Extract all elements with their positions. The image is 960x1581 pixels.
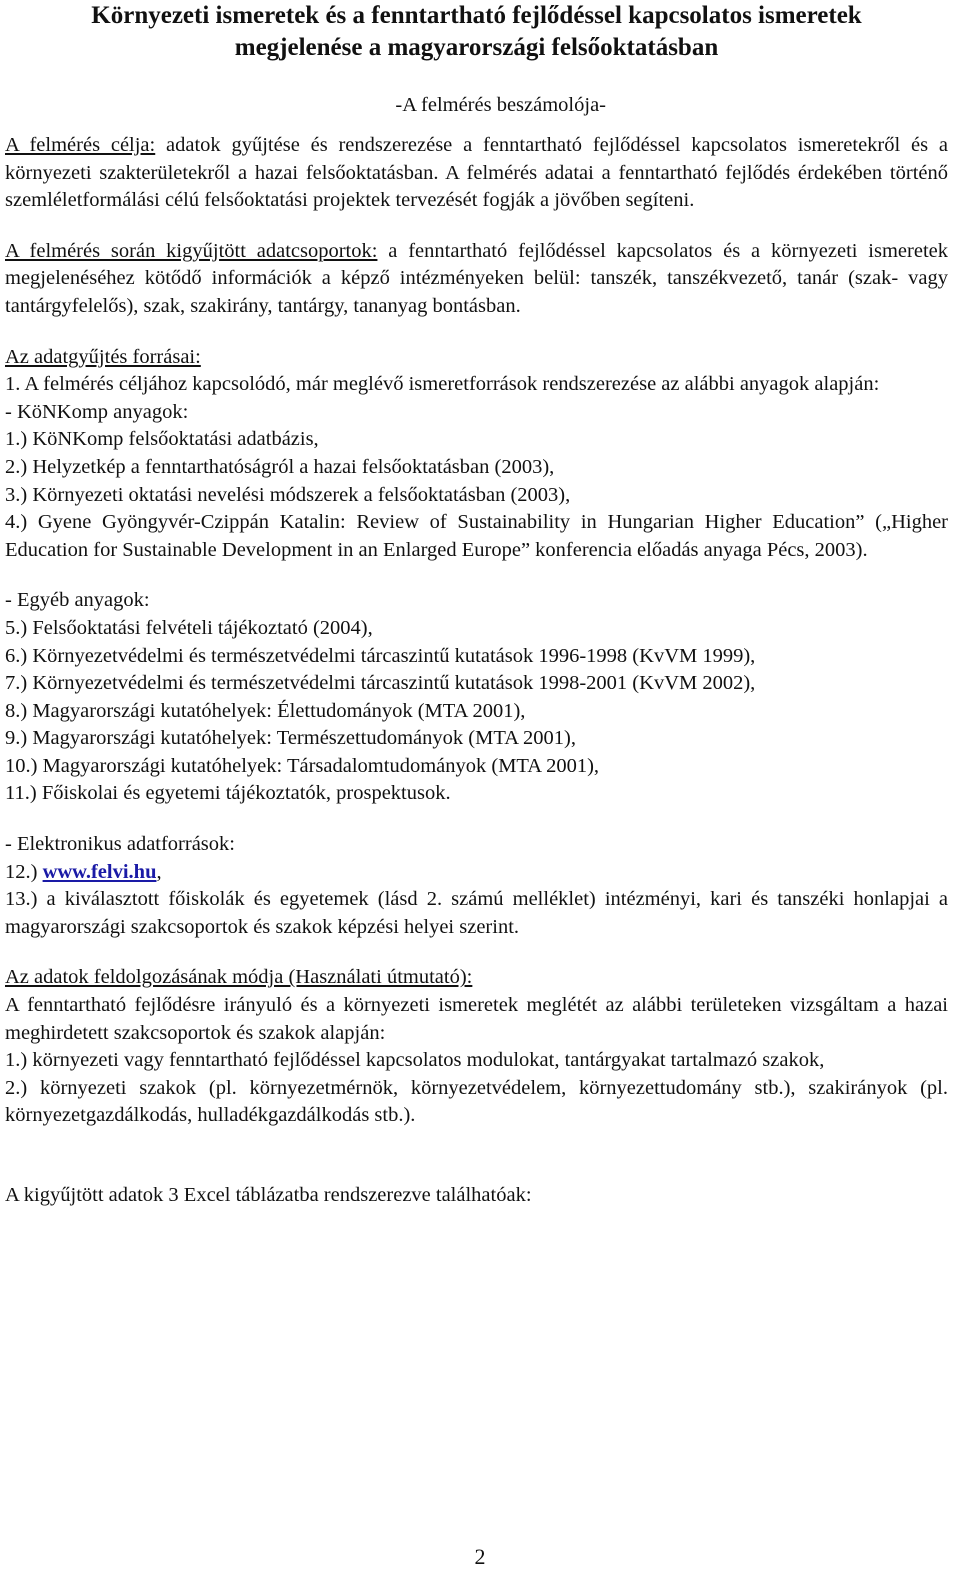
processing-item-1: 1.) környezeti vagy fenntartható fejlődéssel kapcsolatos modulokat, tantárgyakat tartalmazó szakok,: [5, 1049, 825, 1072]
processing-intro: A fenntartható fejlődésre irányuló és a környezeti ismeretek meglétét az alábbi területeken vizsgáltam a hazai meghirdetett szakcsoportok és szakok alapján:: [5, 994, 948, 1044]
source-item-5: 5.) Felsőoktatási felvételi tájékoztató (2004),: [5, 616, 373, 639]
source-item-12: [5, 859, 948, 887]
source-item-1: 1.) KöNKomp felsőoktatási adatbázis,: [5, 428, 319, 451]
source-item-10: 10.) Magyarországi kutatóhelyek: Társadalomtudományok (MTA 2001),: [5, 754, 600, 777]
source-item-12-suffix: ,: [156, 860, 162, 883]
source-item-2: 2.) Helyzetkép a fenntarthatóságról a hazai felsőoktatásban (2003),: [5, 455, 555, 478]
datagroups-text: a fenntartható fejlődéssel kapcsolatos és a környezeti ismeretek megjelenéséhez kötődő információk a képző intézményeken belül: tanszék, tanszékvezető, tanár (szak- vagy tantárgyfelelős), szak, szakirány, tantárgy, tananyag bontásban.: [5, 239, 948, 317]
processing-heading: Az adatok feldolgozásának módja (Használati útmutató):: [5, 966, 473, 989]
datagroups-label: A felmérés során kigyűjtött adatcsoportok:: [5, 239, 378, 262]
source-item-6: 6.) Környezetvédelmi és természetvédelmi tárcaszintű kutatások 1996-1998 (KvVM 1999),: [5, 644, 756, 667]
processing-item-2: 2.) környezeti szakok (pl. környezetmérnök, környezetvédelem, környezettudomány stb.), szakirányok (pl. környezetgazdálkodás, hulladékgazdálkodás stb.).: [5, 1076, 948, 1127]
electronic-header: - Elektronikus adatforrások:: [5, 833, 235, 856]
goal-paragraph: [5, 132, 948, 215]
goal-label: A felmérés célja:: [5, 134, 156, 156]
source-item-7: 7.) Környezetvédelmi és természetvédelmi tárcaszintű kutatások 1998-2001 (KvVM 2002),: [5, 672, 756, 695]
source-item-11: 11.) Főiskolai és egyetemi tájékoztatók, prospektusok.: [5, 782, 451, 805]
source-item-13: 13.) a kiválasztott főiskolák és egyetemek (lásd 2. számú melléklet) intézményi, kari és tanszéki honlapjai a magyarországi szakcsoportok és szakok képzési helyei szerint.: [5, 888, 948, 938]
source-item-12-prefix: 12.): [5, 860, 43, 883]
title-line-2: megjelenése a magyarországi felsőoktatásban: [234, 34, 719, 61]
page-number: 2: [474, 1544, 486, 1569]
closing-sentence: A kigyűjtött adatok 3 Excel táblázatba rendszerezve találhatóak:: [5, 1184, 532, 1206]
document-page: [5, 0, 948, 1210]
source-item-4: 4.) Gyene Gyöngyvér-Czippán Katalin: Review of Sustainability in Hungarian Higher Education” („Higher Education for Sustainable Development in an Enlarged Europe” konferencia előadás anyaga Pécs, 2003).: [5, 511, 948, 561]
datagroups-paragraph: [5, 238, 948, 321]
source-item-3: 3.) Környezeti oktatási nevelési módszerek a felsőoktatásban (2003),: [5, 483, 571, 506]
source-item-8: 8.) Magyarországi kutatóhelyek: Élettudományok (MTA 2001),: [5, 699, 526, 722]
document-title: [5, 0, 948, 64]
title-line-1: Környezeti ismeretek és a fenntartható fejlődéssel kapcsolatos ismeretek: [91, 2, 862, 29]
konkomp-header: - KöNKomp anyagok:: [5, 400, 189, 423]
goal-text: adatok gyűjtése és rendszerezése a fenntartható fejlődéssel kapcsolatos ismeretekről és a környezeti szakterületekről a hazai felsőoktatásban. A felmérés adatai a fenntartható fejlődés érdekében történő szemléletformálási célú felsőoktatási projektek tervezését fogják a jövőben segíteni.: [5, 134, 948, 212]
source-item-9: 9.) Magyarországi kutatóhelyek: Természettudományok (MTA 2001),: [5, 727, 576, 750]
sources-intro: 1. A felmérés céljához kapcsolódó, már meglévő ismeretforrások rendszerezése az alábbi anyagok alapján:: [5, 373, 880, 396]
document-subtitle: -A felmérés beszámolója-: [395, 94, 606, 116]
felvi-link[interactable]: www.felvi.hu: [42, 860, 157, 883]
sources-heading: Az adatgyűjtés forrásai:: [5, 345, 201, 368]
other-header: - Egyéb anyagok:: [5, 589, 150, 612]
